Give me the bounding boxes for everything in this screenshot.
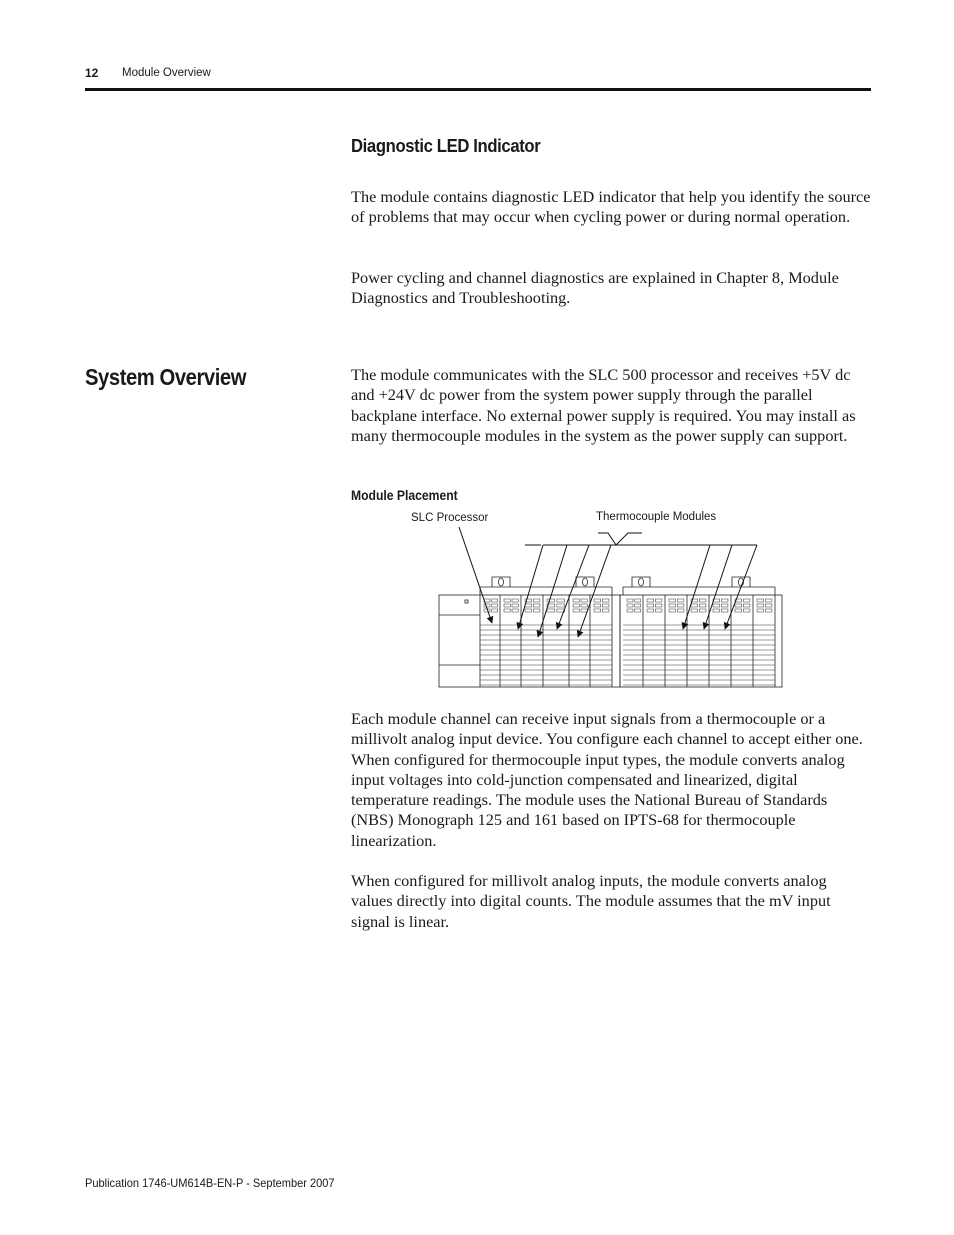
led-indicator	[581, 599, 587, 602]
led-indicator	[512, 599, 518, 602]
led-indicator	[677, 599, 684, 602]
led-indicator	[594, 599, 601, 602]
led-indicator	[573, 604, 579, 607]
led-indicator	[594, 609, 601, 612]
led-indicator	[735, 604, 742, 607]
led-indicator	[635, 604, 641, 607]
led-indicator	[504, 609, 510, 612]
module-placement-figure	[380, 505, 790, 700]
header-rule	[85, 88, 871, 91]
led-indicator	[525, 609, 532, 612]
led-indicator	[512, 609, 518, 612]
led-indicator	[484, 604, 490, 607]
led-indicator	[594, 604, 601, 607]
led-indicator	[547, 609, 555, 612]
led-indicator	[713, 609, 720, 612]
led-indicator	[721, 604, 728, 607]
led-indicator	[581, 604, 587, 607]
led-indicator	[743, 599, 750, 602]
led-indicator	[743, 604, 750, 607]
led-indicator	[573, 609, 579, 612]
led-indicator	[699, 599, 706, 602]
diagnostic-led-heading: Diagnostic LED Indicator	[351, 135, 541, 156]
led-indicator	[669, 604, 676, 607]
diagnostic-paragraph-1: The module contains diagnostic LED indicator that help you identify the source of problems that may occur when cycling power or during normal operation.	[351, 187, 871, 227]
led-indicator	[765, 609, 772, 612]
led-indicator	[602, 599, 609, 602]
led-indicator	[635, 599, 641, 602]
led-indicator	[492, 604, 498, 607]
page-number: 12	[85, 66, 99, 80]
led-indicator	[765, 604, 772, 607]
chassis-right	[620, 577, 782, 687]
led-indicator	[757, 599, 764, 602]
led-indicator	[547, 599, 555, 602]
thermocouple-callouts	[518, 545, 757, 637]
led-indicator	[691, 604, 698, 607]
led-indicator	[504, 599, 510, 602]
led-indicator	[492, 609, 498, 612]
led-indicator	[669, 609, 676, 612]
running-header: Module Overview	[122, 67, 211, 79]
chassis-left	[439, 577, 620, 687]
led-indicator	[602, 604, 609, 607]
led-indicator	[533, 604, 540, 607]
led-indicator	[647, 599, 654, 602]
led-indicator	[504, 604, 510, 607]
led-indicator	[735, 609, 742, 612]
led-indicator	[533, 609, 540, 612]
slc-processor-label: SLC Processor	[411, 512, 489, 524]
led-indicator	[557, 604, 565, 607]
led-indicator	[721, 599, 728, 602]
led-indicator	[669, 599, 676, 602]
led-indicator	[627, 609, 633, 612]
led-indicator	[691, 609, 698, 612]
led-indicator	[647, 604, 654, 607]
system-overview-heading: System Overview	[85, 364, 247, 390]
led-indicator	[699, 604, 706, 607]
led-indicator	[627, 604, 633, 607]
led-indicator	[713, 604, 720, 607]
led-indicator	[647, 609, 654, 612]
led-indicator	[581, 609, 587, 612]
led-indicator	[757, 604, 764, 607]
led-indicator	[655, 599, 662, 602]
led-indicator	[699, 609, 706, 612]
led-indicator	[757, 609, 764, 612]
led-indicator	[525, 604, 532, 607]
system-overview-paragraph-1: The module communicates with the SLC 500 processor and receives +5V dc and +24V dc power from the system power supply through the parallel backplane interface. No external power supply is required. You may install as many thermocouple modules in the system as the power supply can support.	[351, 365, 856, 445]
led-indicator	[765, 599, 772, 602]
led-indicator	[573, 599, 579, 602]
led-indicator	[635, 609, 641, 612]
callout-lines	[459, 527, 642, 623]
thermocouple-modules-label: Thermocouple Modules	[596, 511, 717, 523]
led-indicator	[743, 609, 750, 612]
publication-footer: Publication 1746-UM614B-EN-P - September 2007	[85, 1176, 335, 1190]
system-overview-paragraph-2: Each module channel can receive input signals from a thermocouple or a millivolt analog input device. You configure each channel to accept either one. When configured for thermocouple input types, the module converts analog input voltages into cold-junction compensated and linearized, digital temperature readings. The module uses the National Bureau of Standards (NBS) Monograph 125 and 161 based on IPTS-68 for thermocouple linearization.	[351, 709, 863, 850]
led-indicator	[602, 609, 609, 612]
led-indicator	[512, 604, 518, 607]
led-indicator	[655, 604, 662, 607]
figure-title: Module Placement	[351, 488, 458, 503]
system-overview-paragraph-3: When configured for millivolt analog inputs, the module converts analog values directly into digital counts. The module assumes that the mV input signal is linear.	[351, 871, 831, 931]
led-indicator	[627, 599, 633, 602]
led-indicator	[677, 604, 684, 607]
led-indicator	[557, 599, 565, 602]
led-indicator	[655, 609, 662, 612]
led-indicator	[721, 609, 728, 612]
diagnostic-paragraph-2: Power cycling and channel diagnostics are explained in Chapter 8, Module Diagnostics and Troubleshooting.	[351, 268, 839, 308]
led-indicator	[492, 599, 498, 602]
led-indicator	[677, 609, 684, 612]
led-indicator	[533, 599, 540, 602]
